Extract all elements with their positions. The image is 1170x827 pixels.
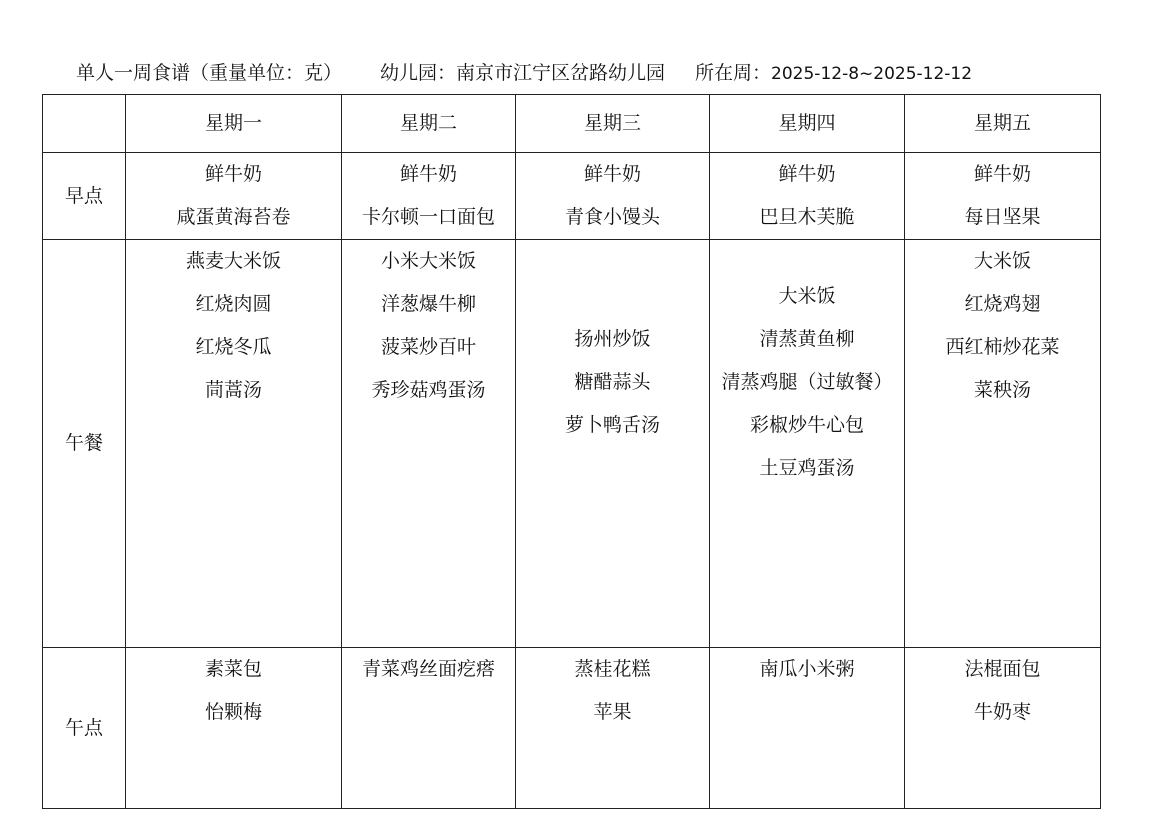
menu-item: 彩椒炒牛心包 [749,414,864,436]
day-header-tue: 星期二 [342,95,516,153]
week-label: 所在周： [695,62,772,84]
menu-item: 鲜牛奶 [204,163,262,185]
menu-item: 青食小馒头 [564,206,660,228]
menu-item: 西红柿炒花菜 [945,336,1060,358]
menu-item: 红烧冬瓜 [195,336,272,358]
day-header-mon: 星期一 [126,95,342,153]
lunch-cell-wed [516,240,710,648]
menu-item: 卡尔顿一口面包 [361,206,495,228]
afternoon-snack-row [43,648,1101,809]
lunch-cell-thu [710,240,905,648]
menu-item: 青菜鸡丝面疙瘩 [361,658,495,680]
breakfast-cell-mon [126,153,342,240]
day-header-row [43,95,1101,153]
menu-item: 清蒸鸡腿（过敏餐） [721,371,893,393]
menu-item: 扬州炒饭 [574,328,651,350]
menu-item: 咸蛋黄海苔卷 [176,206,291,228]
menu-item: 鲜牛奶 [778,163,836,185]
breakfast-cell-tue [342,153,516,240]
menu-item: 茼蒿汤 [204,379,262,401]
day-header-fri: 星期五 [905,95,1101,153]
row-label-lunch: 午餐 [43,240,126,648]
menu-item: 土豆鸡蛋汤 [759,457,855,479]
snack-cell-mon [126,648,342,809]
lunch-cell-tue [342,240,516,648]
lunch-cell-mon [126,240,342,648]
menu-item: 大米饭 [778,285,836,307]
menu-item: 巴旦木芙脆 [759,206,855,228]
menu-item: 鲜牛奶 [583,163,641,185]
breakfast-cell-fri [905,153,1101,240]
menu-item: 大米饭 [973,250,1031,272]
breakfast-cell-thu [710,153,905,240]
menu-item: 法棍面包 [964,658,1041,680]
menu-item: 燕麦大米饭 [185,250,281,272]
kindergarten-name: 幼儿园：南京市江宁区岔路幼儿园 [380,62,666,84]
menu-item: 清蒸黄鱼柳 [759,328,855,350]
menu-title: 单人一周食谱（重量单位：克） [76,62,343,84]
menu-item: 红烧鸡翅 [964,293,1041,315]
lunch-cell-fri [905,240,1101,648]
week-dates: 2025-12-8~2025-12-12 [771,64,973,84]
day-header-wed: 星期三 [516,95,710,153]
day-header-thu: 星期四 [710,95,905,153]
menu-item: 苹果 [593,701,632,723]
menu-item: 小米大米饭 [380,250,476,272]
row-label-breakfast: 早点 [43,153,126,240]
menu-item: 每日坚果 [964,206,1041,228]
menu-item: 秀珍菇鸡蛋汤 [371,379,486,401]
snack-cell-tue [342,648,516,809]
menu-item: 鲜牛奶 [399,163,457,185]
snack-cell-wed [516,648,710,809]
snack-cell-thu [710,648,905,809]
menu-item: 鲜牛奶 [973,163,1031,185]
weekly-menu-table [42,94,1101,809]
breakfast-row [43,153,1101,240]
menu-item: 红烧肉圆 [195,293,272,315]
lunch-row [43,240,1101,648]
breakfast-cell-wed [516,153,710,240]
menu-item: 菜秧汤 [973,379,1031,401]
row-label-afternoon-snack: 午点 [43,648,126,809]
menu-item: 素菜包 [204,658,262,680]
menu-item: 蒸桂花糕 [574,658,651,680]
snack-cell-fri [905,648,1101,809]
menu-item: 怡颗梅 [204,701,262,723]
menu-item: 南瓜小米粥 [759,658,855,680]
menu-item: 菠菜炒百叶 [380,336,476,358]
menu-item: 糖醋蒜头 [574,371,651,393]
menu-item: 洋葱爆牛柳 [380,293,476,315]
menu-item: 萝卜鸭舌汤 [564,414,660,436]
menu-item: 牛奶枣 [973,701,1031,723]
menu-header [76,61,972,85]
corner-cell [43,95,126,153]
